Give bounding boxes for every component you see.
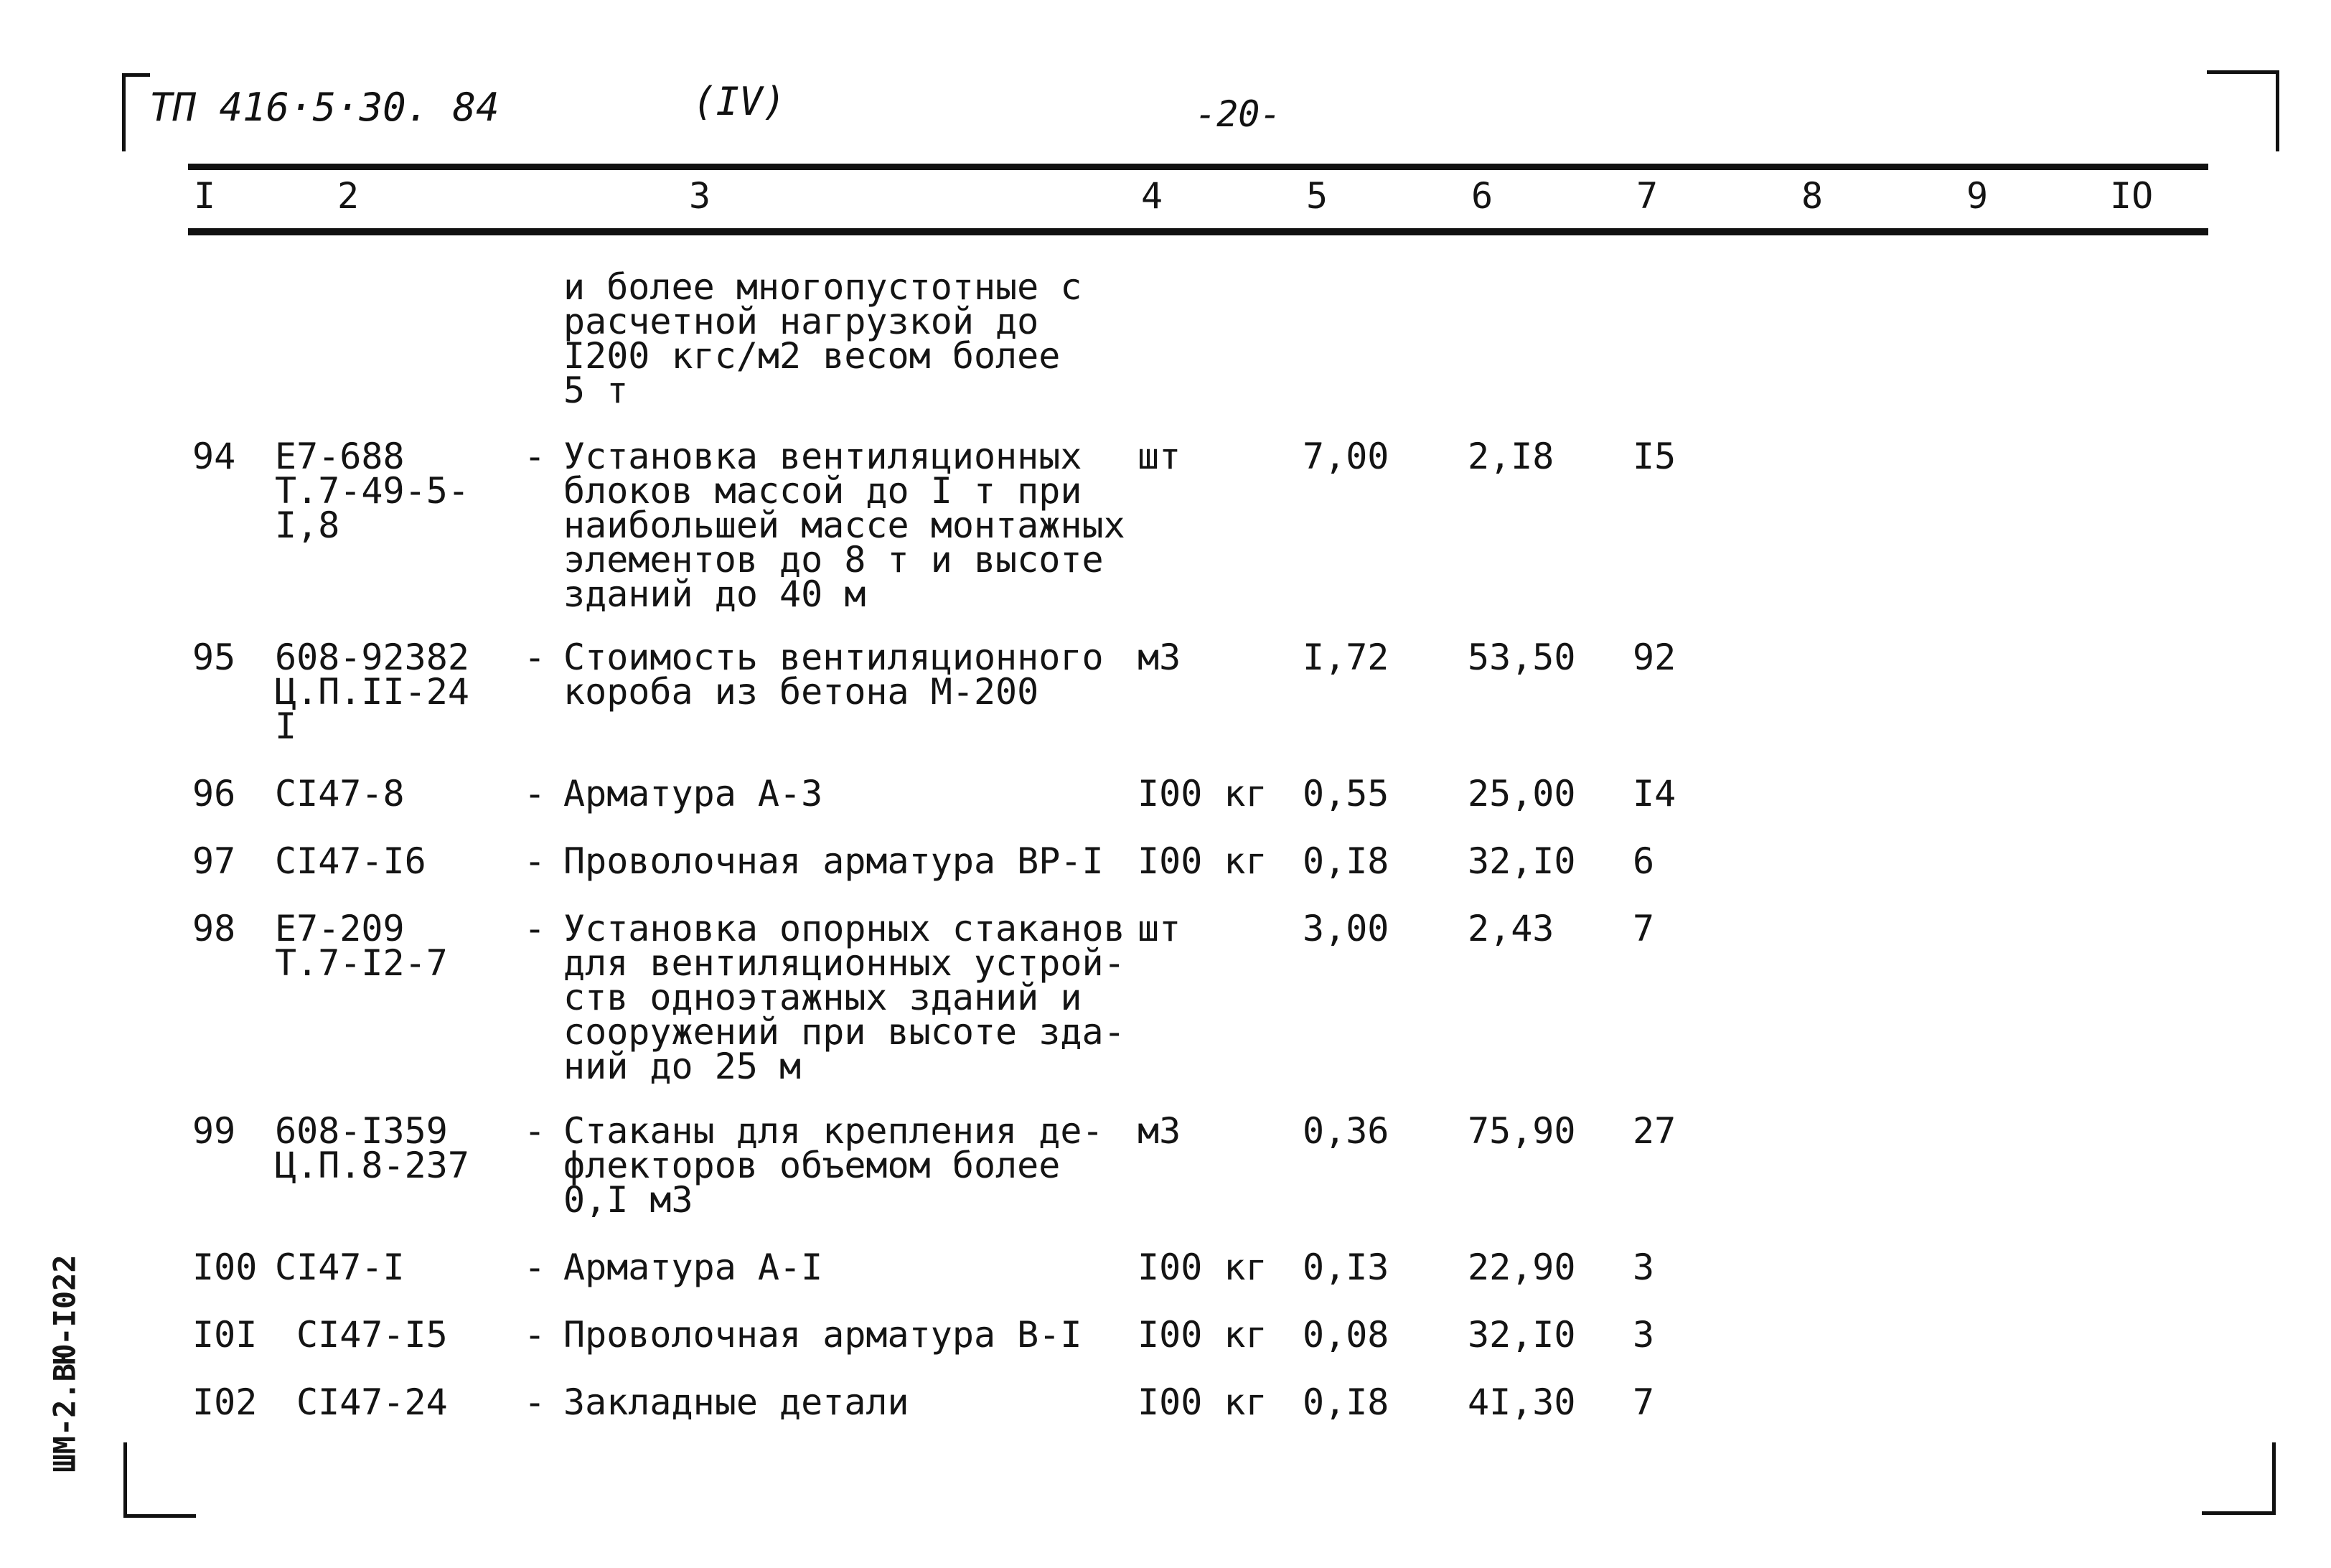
row-total: I5 xyxy=(1633,436,1676,477)
column-number-5: 5 xyxy=(1306,175,1328,217)
row-unit-price: 4I,30 xyxy=(1468,1381,1576,1423)
row-code: СI47-24 xyxy=(296,1381,448,1423)
row-code: Е7-688 Т.7-49-5- I,8 xyxy=(275,436,469,546)
row-code: СI47-I5 xyxy=(296,1314,448,1356)
table-header-rule xyxy=(188,228,2208,235)
row-total: 7 xyxy=(1633,908,1655,949)
row-total: 7 xyxy=(1633,1381,1655,1423)
row-dash: - xyxy=(524,840,546,882)
row-number: I0I xyxy=(192,1314,258,1356)
row-unit-price: 22,90 xyxy=(1468,1247,1576,1288)
row-unit: м3 xyxy=(1138,637,1181,678)
column-number-4: 4 xyxy=(1141,175,1163,217)
row-dash: - xyxy=(524,908,546,949)
row-total: 92 xyxy=(1633,637,1676,678)
row-total: 3 xyxy=(1633,1314,1655,1356)
row-quantity: 7,00 xyxy=(1303,436,1389,477)
row-description: Установка опорных стаканов для вентиляционных устрой- ств одноэтажных зданий и сооружений при высоте зда- ний до 25 м xyxy=(563,908,1125,1087)
row-unit: шт xyxy=(1138,436,1181,477)
continuation-description: и более многопустотные с расчетной нагрузкой до I200 кгс/м2 весом более 5 т xyxy=(563,266,1082,411)
row-number: 96 xyxy=(192,773,236,814)
row-code: СI47-I6 xyxy=(275,840,426,882)
document-code: ТП 416·5·30. 84 xyxy=(149,85,500,130)
side-stamp-text: ШМ-2.ВЮ-I022 xyxy=(47,1254,83,1473)
row-total: 27 xyxy=(1633,1110,1676,1152)
row-unit-price: 2,I8 xyxy=(1468,436,1554,477)
row-unit: м3 xyxy=(1138,1110,1181,1152)
corner-mark-bottom-left xyxy=(123,1442,196,1518)
column-number-10: IO xyxy=(2110,175,2154,217)
row-unit: I00 кг xyxy=(1138,840,1267,882)
row-total: 6 xyxy=(1633,840,1655,882)
row-unit: I00 кг xyxy=(1138,1247,1267,1288)
row-number: I02 xyxy=(192,1381,258,1423)
row-quantity: I,72 xyxy=(1303,637,1389,678)
row-description: Проволочная арматура В-I xyxy=(563,1314,1082,1356)
row-number: 97 xyxy=(192,840,236,882)
row-unit-price: 75,90 xyxy=(1468,1110,1576,1152)
row-code: 608-92382 Ц.П.II-24 I xyxy=(275,637,469,747)
row-description: Закладные детали xyxy=(563,1381,909,1423)
row-description: Проволочная арматура ВР-I xyxy=(563,840,1104,882)
row-dash: - xyxy=(524,637,546,678)
page-number: -20- xyxy=(1195,93,1282,135)
row-number: I00 xyxy=(192,1247,258,1288)
table-top-rule xyxy=(188,164,2208,170)
volume-mark: (IV) xyxy=(693,79,787,124)
row-total: I4 xyxy=(1633,773,1676,814)
row-code: СI47-8 xyxy=(275,773,405,814)
row-number: 98 xyxy=(192,908,236,949)
row-total: 3 xyxy=(1633,1247,1655,1288)
column-number-1: I xyxy=(194,175,216,217)
row-dash: - xyxy=(524,1314,546,1356)
row-quantity: 0,I8 xyxy=(1303,1381,1389,1423)
row-unit-price: 2,43 xyxy=(1468,908,1554,949)
row-unit: I00 кг xyxy=(1138,1381,1267,1423)
row-code: Е7-209 Т.7-I2-7 xyxy=(275,908,448,984)
row-code: СI47-I xyxy=(275,1247,405,1288)
row-unit-price: 32,I0 xyxy=(1468,840,1576,882)
side-stamp xyxy=(43,1234,86,1493)
row-dash: - xyxy=(524,1110,546,1152)
row-quantity: 0,55 xyxy=(1303,773,1389,814)
row-unit-price: 53,50 xyxy=(1468,637,1576,678)
row-description: Установка вентиляционных блоков массой до I т при наибольшей массе монтажных элементов до 8 т и высоте зданий до 40 м xyxy=(563,436,1125,615)
row-quantity: 0,08 xyxy=(1303,1314,1389,1356)
column-number-8: 8 xyxy=(1801,175,1824,217)
row-quantity: 0,I3 xyxy=(1303,1247,1389,1288)
row-unit: шт xyxy=(1138,908,1181,949)
corner-mark-top-right xyxy=(2207,70,2279,151)
row-description: Арматура А-3 xyxy=(563,773,823,814)
corner-mark-bottom-right xyxy=(2202,1442,2276,1515)
row-dash: - xyxy=(524,773,546,814)
row-number: 94 xyxy=(192,436,236,477)
row-number: 95 xyxy=(192,637,236,678)
row-quantity: 3,00 xyxy=(1303,908,1389,949)
row-dash: - xyxy=(524,1381,546,1423)
column-number-9: 9 xyxy=(1966,175,1989,217)
row-unit: I00 кг xyxy=(1138,1314,1267,1356)
column-number-2: 2 xyxy=(337,175,360,217)
row-unit: I00 кг xyxy=(1138,773,1267,814)
column-number-3: 3 xyxy=(689,175,711,217)
column-number-7: 7 xyxy=(1636,175,1659,217)
row-dash: - xyxy=(524,436,546,477)
corner-mark-top-left xyxy=(122,73,150,151)
row-quantity: 0,I8 xyxy=(1303,840,1389,882)
row-dash: - xyxy=(524,1247,546,1288)
row-quantity: 0,36 xyxy=(1303,1110,1389,1152)
column-number-6: 6 xyxy=(1471,175,1493,217)
row-number: 99 xyxy=(192,1110,236,1152)
row-description: Арматура А-I xyxy=(563,1247,823,1288)
row-code: 608-I359 Ц.П.8-237 xyxy=(275,1110,469,1186)
row-unit-price: 25,00 xyxy=(1468,773,1576,814)
row-description: Стоимость вентиляционного короба из бетона М-200 xyxy=(563,637,1104,713)
row-description: Стаканы для крепления де- флекторов объемом более 0,I м3 xyxy=(563,1110,1104,1221)
row-unit-price: 32,I0 xyxy=(1468,1314,1576,1356)
